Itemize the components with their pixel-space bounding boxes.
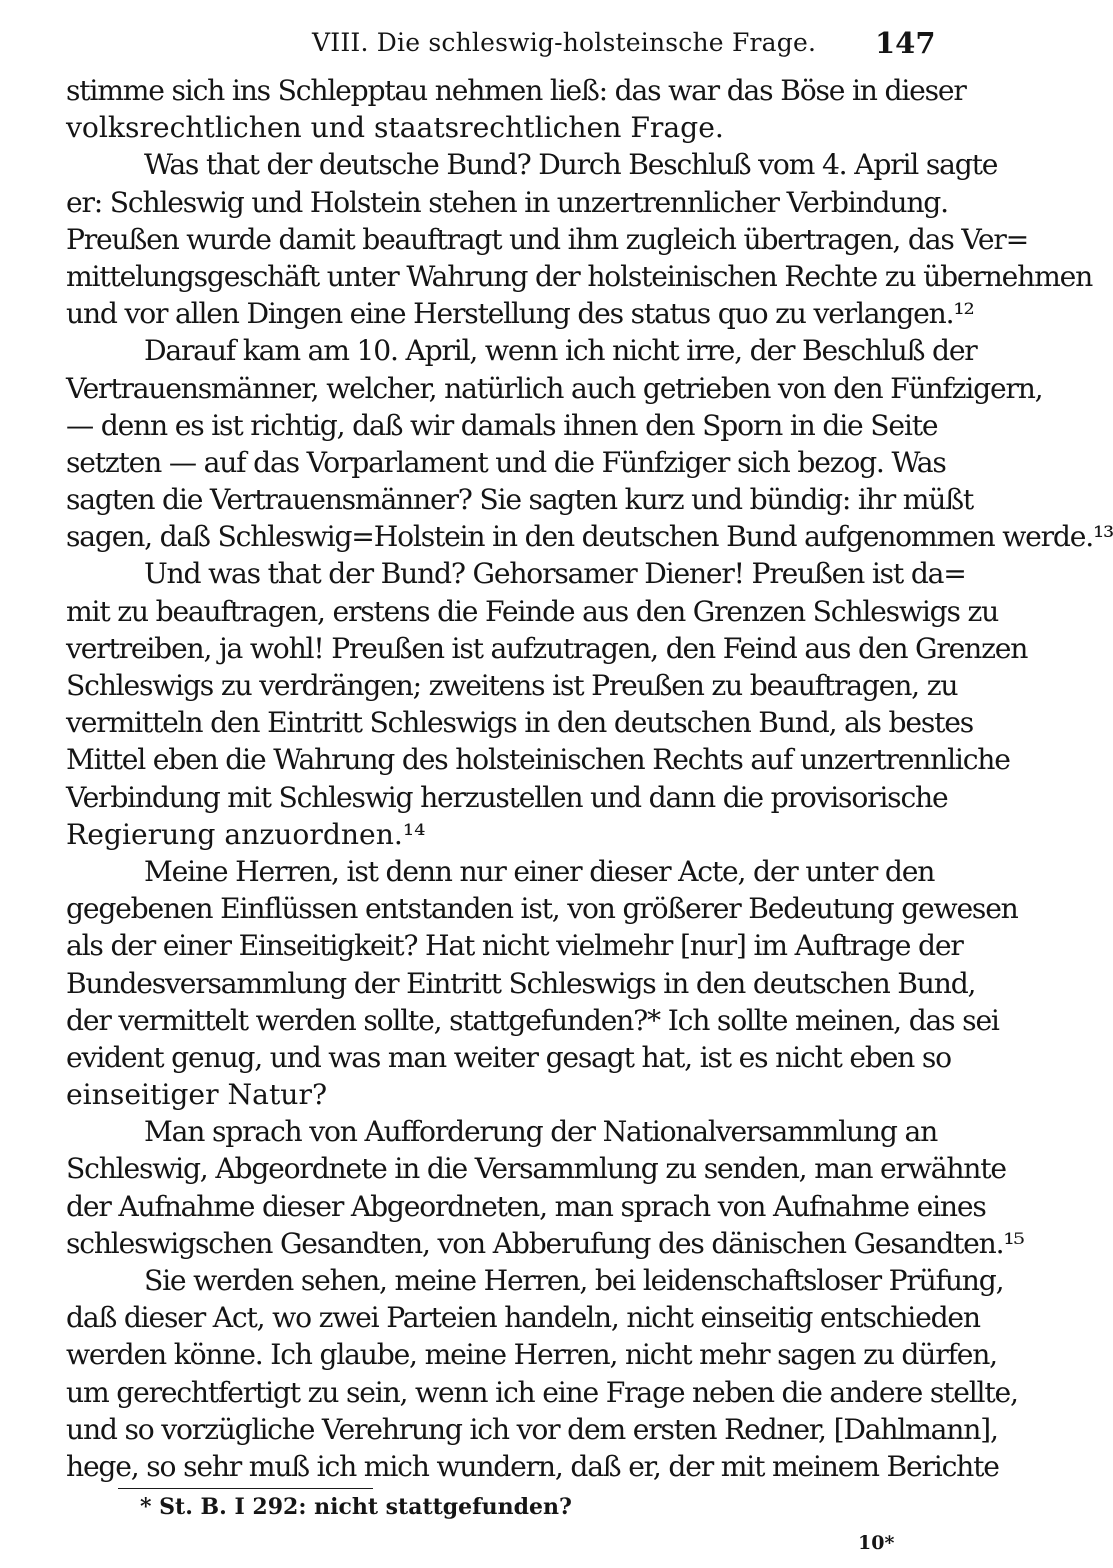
text-line: Sie werden sehen, meine Herren, bei leidenschaftsloser Prüfung, (144, 1264, 1004, 1297)
running-head (0, 22, 1000, 68)
text-line: Man sprach von Aufforderung der Nationalversammlung an (144, 1115, 938, 1149)
text-line: Schleswigs zu verdrängen; zweitens ist Preußen zu beauftragen, zu (66, 669, 958, 702)
text-line: mit zu beauftragen, erstens die Feinde aus den Grenzen Schleswigs zu (66, 594, 999, 628)
text-line: der Aufnahme dieser Abgeordneten, man sprach von Aufnahme eines (66, 1189, 986, 1223)
text-line: Meine Herren, ist denn nur einer dieser Acte, der unter den (144, 854, 935, 888)
text-line: vermitteln den Eintritt Schleswigs in den deutschen Bund, als bestes (66, 706, 973, 740)
body-text (66, 72, 1113, 1485)
text-line: er: Schleswig und Holstein stehen in unzertrennlicher Verbindung. (66, 185, 948, 219)
text-line: mittelungsgeschäft unter Wahrung der holsteinischen Rechte zu übernehmen (66, 259, 1093, 293)
text-line: Regierung anzuordnen.¹⁴ (66, 817, 426, 851)
footnote: * St. B. I 292: nicht stattgefunden? (140, 1494, 572, 1520)
text-line: sagten die Vertrauensmänner? Sie sagten kurz und bündig: ihr müßt (66, 483, 973, 517)
text-line: um gerechtfertigt zu sein, wenn ich eine Frage neben die andere stellte, (66, 1375, 1018, 1409)
text-line: als der einer Einseitigkeit? Hat nicht vielmehr [nur] im Auftrage der (66, 929, 963, 963)
text-line: schleswigschen Gesandten, von Abberufung des dänischen Gesandten.¹⁵ (66, 1226, 1024, 1260)
text-line: und so vorzügliche Verehrung ich vor dem ersten Redner, [Dahlmann], (66, 1412, 998, 1446)
text-line: setzten — auf das Vorparlament und die Fünfziger sich bezog. Was (66, 445, 946, 479)
text-line: — denn es ist richtig, daß wir damals ihnen den Sporn in die Seite (66, 408, 938, 442)
text-line: hege, so sehr muß ich mich wundern, daß er, der mit meinem Berichte (66, 1449, 999, 1483)
text-line: Bundesversammlung der Eintritt Schleswigs in den deutschen Bund, (66, 966, 976, 1000)
footnote-divider (118, 1488, 373, 1489)
text-line: sagen, daß Schleswig=Holstein in den deutschen Bund aufgenommen werde.¹³ (66, 520, 1113, 554)
text-line: Was that der deutsche Bund? Durch Beschluß vom 4. April sagte (144, 148, 998, 182)
text-line: und vor allen Dingen eine Herstellung des status quo zu verlangen.¹² (66, 297, 974, 331)
text-line: Und was that der Bund? Gehorsamer Diener! Preußen ist da= (144, 557, 966, 591)
page-number: 147 (875, 26, 936, 60)
printer-signature-mark: 10* (858, 1532, 895, 1554)
text-line: gegebenen Einflüssen entstanden ist, von größerer Bedeutung gewesen (66, 892, 1018, 926)
text-line: Vertrauensmänner, welcher, natürlich auch getrieben von den Fünfzigern, (66, 371, 1043, 405)
text-line: Preußen wurde damit beauftragt und ihm zugleich übertragen, das Ver= (66, 222, 1029, 256)
text-line: der vermittelt werden sollte, stattgefunden?* Ich sollte meinen, das sei (66, 1003, 999, 1037)
text-line: einseitiger Natur? (66, 1078, 328, 1112)
text-line: volksrechtlichen und staatsrechtlichen Frage. (66, 111, 724, 145)
text-line: Verbindung mit Schleswig herzustellen und dann die provisorische (66, 780, 948, 814)
text-line: vertreiben, ja wohl! Preußen ist aufzutragen, den Feind aus den Grenzen (66, 631, 1028, 665)
text-line: stimme sich ins Schlepptau nehmen ließ: das war das Böse in dieser (66, 74, 966, 107)
text-line: Darauf kam am 10. April, wenn ich nicht irre, der Beschluß der (144, 334, 977, 368)
text-line: Mittel eben die Wahrung des holsteinischen Rechts auf unzertrennliche (66, 743, 1010, 777)
text-line: daß dieser Act, wo zwei Parteien handeln, nicht einseitig entschieden (66, 1301, 980, 1335)
chapter-title: VIII. Die schleswig-holsteinsche Frage. (312, 28, 817, 57)
text-line: evident genug, und was man weiter gesagt hat, ist es nicht eben so (66, 1040, 951, 1074)
text-line: werden könne. Ich glaube, meine Herren, nicht mehr sagen zu dürfen, (66, 1338, 997, 1372)
text-line: Schleswig, Abgeordnete in die Versammlung zu senden, man erwähnte (66, 1152, 1006, 1186)
